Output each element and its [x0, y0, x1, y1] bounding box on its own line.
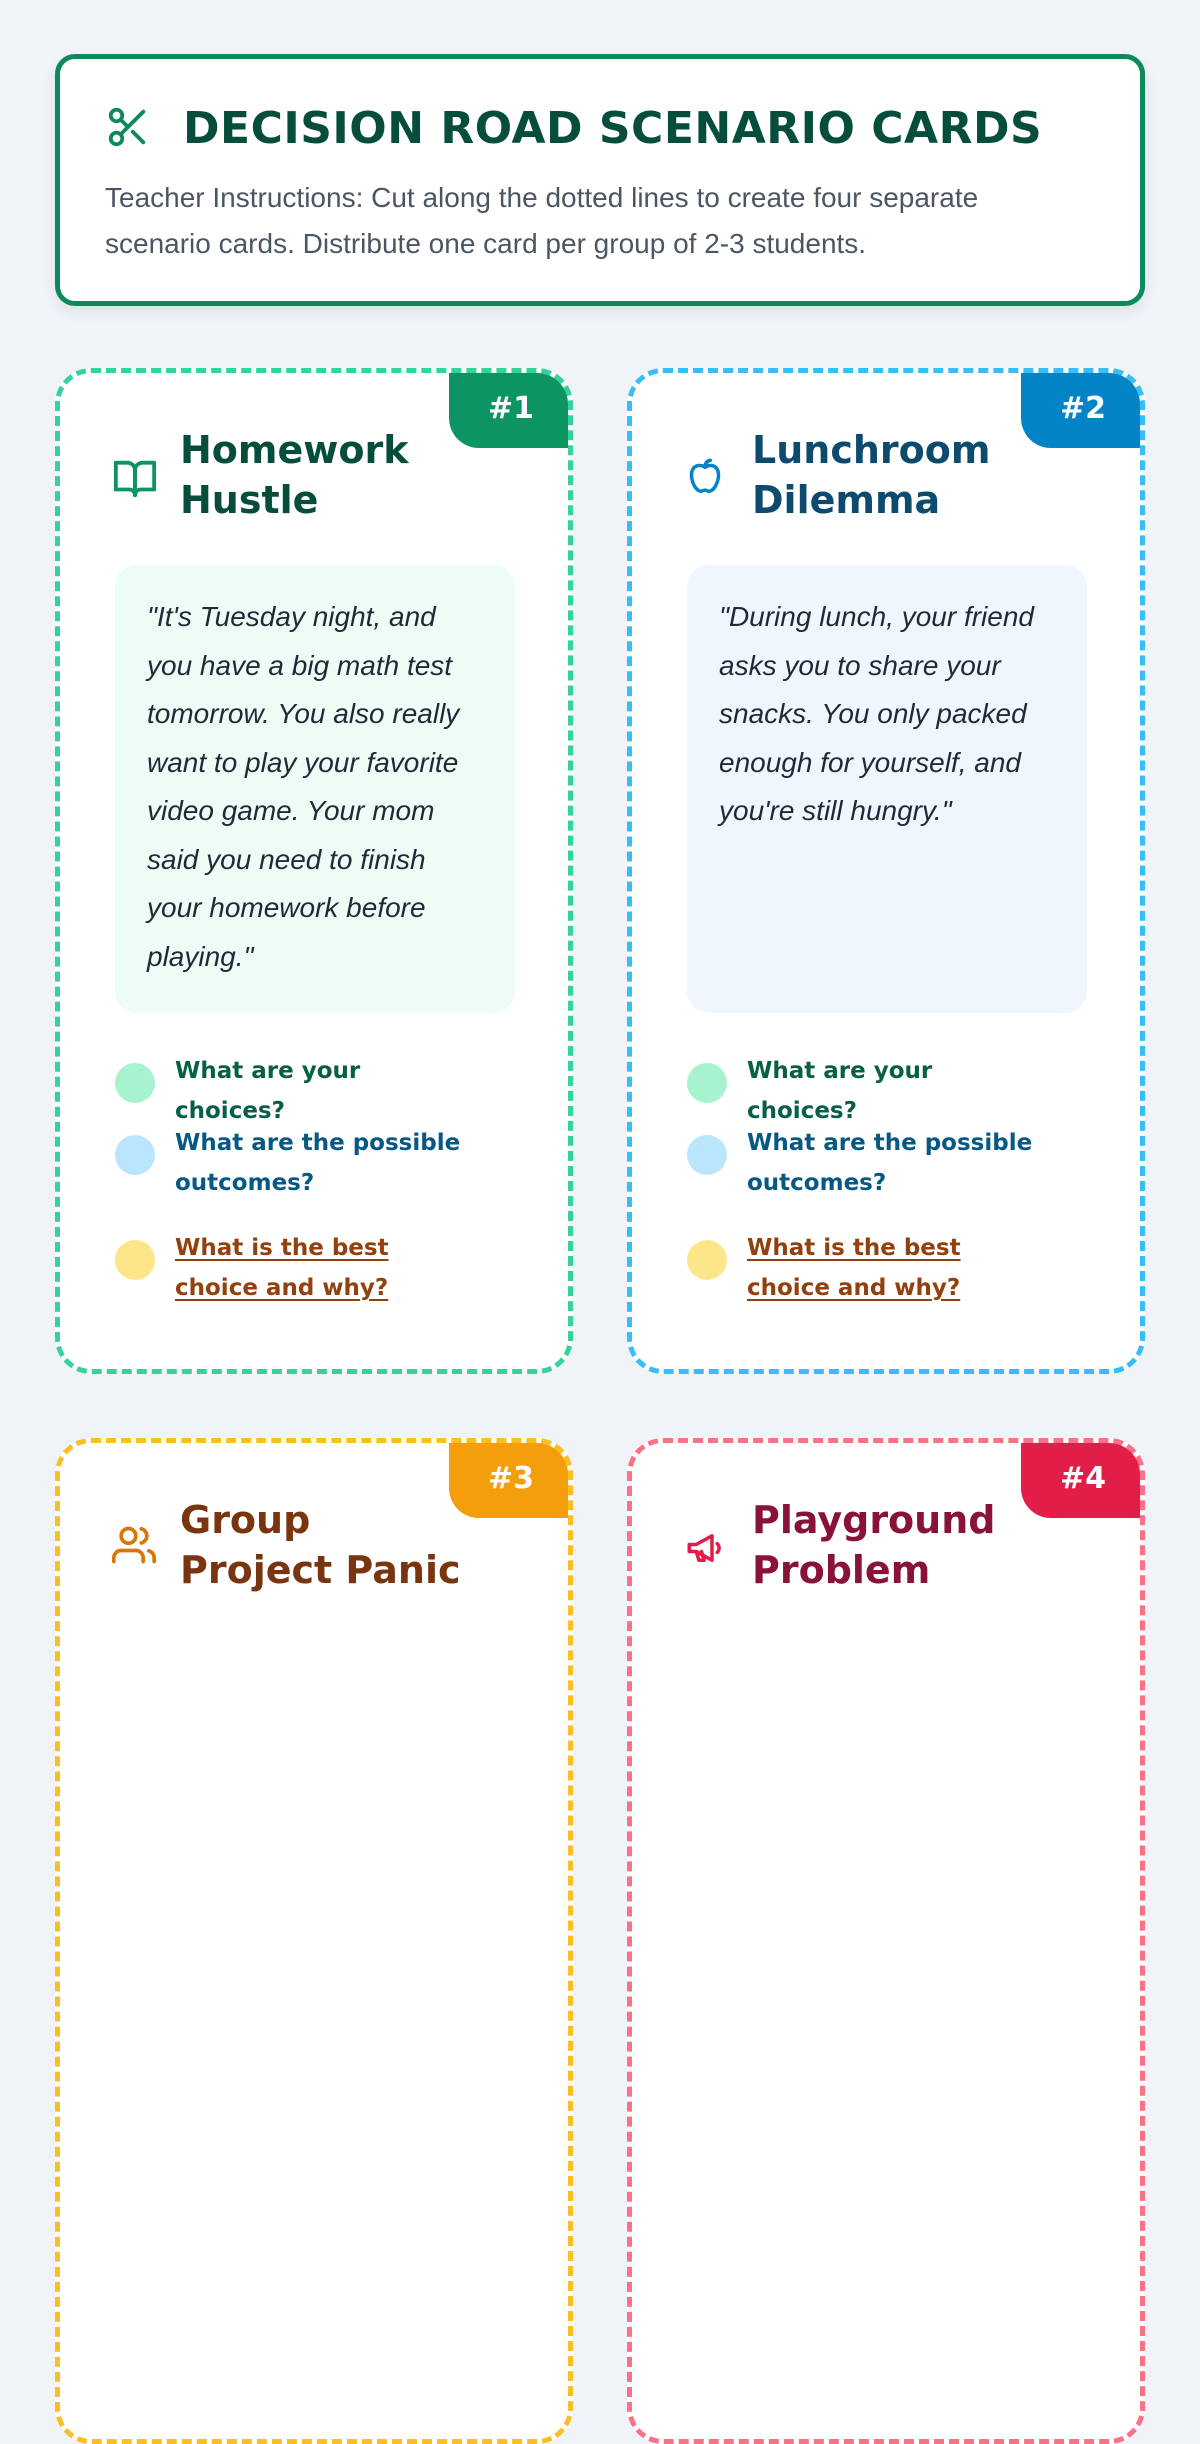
question-text: What are the possible outcomes?: [747, 1130, 1033, 1196]
green-dot-icon: [115, 1063, 155, 1103]
blue-dot-icon: [115, 1135, 155, 1175]
card-number-badge: #1: [449, 368, 573, 448]
scenario-card-3: [55, 1438, 573, 2444]
question-best-choice: [115, 1228, 475, 1308]
card-title: Homework Hustle: [180, 428, 409, 522]
scenario-card-4: [627, 1438, 1145, 2444]
card-title: Playground Problem: [752, 1498, 996, 1592]
megaphone-icon: [684, 1527, 726, 1573]
page-title: DECISION ROAD SCENARIO CARDS: [183, 103, 1043, 154]
blue-dot-icon: [687, 1135, 727, 1175]
yellow-dot-icon: [687, 1240, 727, 1280]
yellow-dot-icon: [115, 1240, 155, 1280]
question-outcomes: [115, 1123, 475, 1203]
header-panel: [55, 54, 1145, 306]
users-icon: [112, 1523, 156, 1571]
scenario-box: [115, 565, 515, 1013]
card-title: Lunchroom Dilemma: [752, 428, 991, 522]
card-number-badge: #2: [1021, 368, 1145, 448]
question-outcomes: [687, 1123, 1047, 1203]
question-text: What are your choices?: [175, 1058, 361, 1124]
question-choices: [115, 1051, 475, 1131]
card-number-badge: #3: [449, 1438, 573, 1518]
question-text: What is the best choice and why?: [747, 1235, 961, 1301]
teacher-instructions: Teacher Instructions: Cut along the dotted lines to create four separate scenario cards. Distribute one card per group of 2-3 students.: [105, 182, 979, 259]
scenario-text: "It's Tuesday night, and you have a big math test tomorrow. You also really want to play your favorite video game. Your mom said you need to finish your homework before playing.": [147, 601, 460, 972]
scenario-box: [687, 565, 1087, 1013]
question-text: What are your choices?: [747, 1058, 933, 1124]
scenario-text: "During lunch, your friend asks you to share your snacks. You only packed enough for yourself, and you're still hungry.": [719, 601, 1034, 826]
card-title: Group Project Panic: [180, 1498, 461, 1592]
scenario-card-1: [55, 368, 573, 1374]
scissors-icon: [105, 104, 151, 154]
question-best-choice: [687, 1228, 1047, 1308]
card-number-badge: #4: [1021, 1438, 1145, 1518]
question-text: What are the possible outcomes?: [175, 1130, 461, 1196]
question-choices: [687, 1051, 1047, 1131]
book-icon: [112, 455, 158, 505]
green-dot-icon: [687, 1063, 727, 1103]
apple-icon: [684, 455, 726, 501]
scenario-card-2: [627, 368, 1145, 1374]
question-text: What is the best choice and why?: [175, 1235, 389, 1301]
